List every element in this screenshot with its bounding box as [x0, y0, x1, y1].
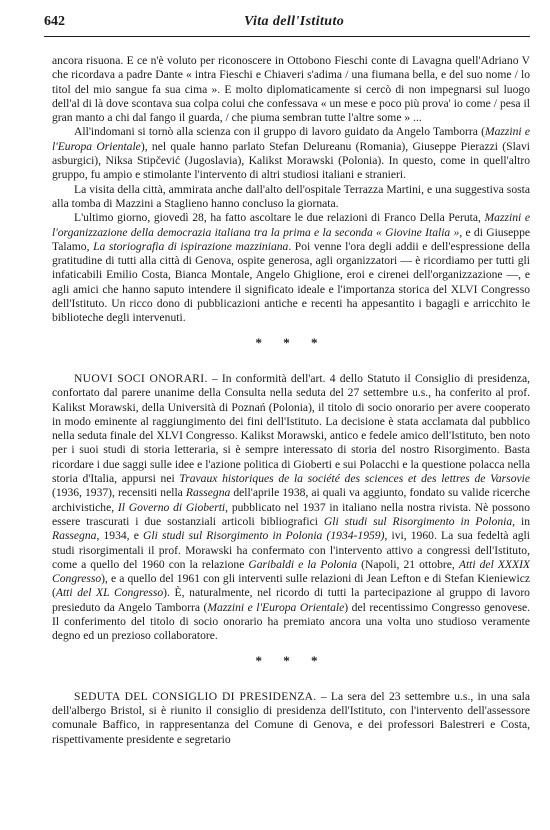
work-title: Gli studi sul Risorgimento in Polonia (1934-1959): [143, 529, 385, 543]
text-run: , 1934, e: [96, 529, 143, 543]
work-title: Mazzini e l'organizzazione della democrazia italiana tra la prima e la seconda « Giovine Italia »: [52, 211, 531, 239]
page-number: 642: [44, 14, 65, 29]
text-run: ), e a quello del 1961 con gli interventi sulle relazioni di Jean Lefton e di Stefan Kieniewicz (: [52, 572, 530, 600]
work-title: La storiografia di ispirazione mazziniana: [93, 239, 289, 253]
text-run: , e di Giuseppe Talamo,: [52, 225, 531, 253]
work-title: Rassegna: [52, 529, 97, 543]
text-run: , ivi, 1960. La sua fedeltà agli studi risorgimentali il prof. Morawski ha confermato con l'intervento attivo a congressi dell'Istituto, come a quello del 1960 con la relazione: [52, 529, 531, 571]
paragraph: [52, 211, 530, 325]
paragraph-text: La visita della città, ammirata anche dall'alto dell'ospitale Terrazza Martini, e una suggestiva sosta alla tomba di Mazzini a Staglieno hanno concluso la giornata.: [52, 182, 530, 210]
paragraph: [52, 125, 530, 182]
work-title: Il Governo di Gioberti: [117, 500, 226, 514]
work-title: Travaux historiques de la société des sciences et des lettres de Varsovie: [179, 472, 531, 486]
work-title: Mazzini e l'Europa Orientale: [52, 125, 530, 153]
text-run: ). È, naturalmente, nel ricordo di tutti la partecipazione al gruppo di lavoro presieduto da Angelo Tamborra (: [52, 586, 530, 614]
text-run: ) del recentissimo Congresso genovese. Il conferimento del titolo di socio onorario ha premiato ancora una volta uno studioso veramente degno ed un prezioso collaboratore.: [52, 600, 530, 643]
work-title: Atti del XXXIX Congresso: [52, 557, 531, 586]
paragraph-council-meeting: [52, 690, 530, 747]
work-title: Gli studi sul Risorgimento in Polonia: [323, 514, 513, 528]
text-run: ), nel quale hanno parlato Stefan Delureanu (Romania), Giuseppe Pierazzi (Slavi asburgici), Niksa Stipčević (Jugoslavia), Kalikst Morawski (Polonia). In questo, come in quell'altro gruppo, fu ampio e stimolante l'intervento di altri studiosi italiani e stranieri.: [52, 139, 530, 182]
work-title: Garibaldi e la Polonia: [248, 557, 358, 571]
text-run: dell'aprile 1938, ai quali va aggiunto, fondato su valide ricerche archivistiche,: [52, 486, 530, 514]
section-separator: * * *: [255, 652, 327, 668]
text-run: (1936, 1937), recensiti nella: [52, 486, 186, 500]
running-title: Vita dell'Istituto: [244, 14, 345, 29]
text-run: – La sera del 23 settembre u.s., in una sala dell'albergo Bristol, si è riunito il consiglio di presidenza dell'Istituto, con l'intervento dell'assessore comunale Baffico, in rappresentanza del Comune di Genova, e dei professori Balestreri e Costa, rispettivamente presidente e segretario: [52, 689, 530, 746]
paragraph: [52, 54, 530, 125]
paragraph: [52, 183, 530, 212]
work-title: Atti del XL Congresso: [55, 586, 164, 600]
work-title: Mazzini e l'Europa Orientale: [207, 600, 345, 614]
page-header: [44, 12, 530, 37]
section-separator: * * *: [255, 334, 327, 350]
work-title: Rassegna: [185, 486, 231, 500]
body-text: [52, 54, 530, 747]
text-run: (Napoli, 21 ottobre,: [357, 557, 459, 571]
paragraph-text: ancora risuona. E ce n'è voluto per riconoscere in Ottobono Fieschi conte di Lavagna quell'Adriano V che ricordava a padre Dante « intra Fieschi e Chiaveri s'adima / una fiumana bella, e del suo nome / lo titol del mio sangue fa sua cima ». E molto diplomaticamente si cercò di non impegnarsi sul luogo dell'al di là dove scontava sua colpa colui che confessava « un mese e poco più prova' io come / pesa il gran manto a chi dal fango il guarda, / che piuma sembran tutte l'altre some » ...: [52, 54, 530, 125]
text-run: All'indomani si tornò alla scienza con il gruppo di lavoro guidato da Angelo Tamborra (: [74, 125, 485, 139]
text-run: L'ultimo giorno, giovedì 28, ha fatto ascoltare le due relazioni di Franco Della Peruta,: [74, 211, 485, 225]
paragraph-new-honorary-members: [52, 372, 530, 644]
section-title: NUOVI SOCI ONORARI.: [74, 371, 208, 385]
text-run: , in: [512, 514, 530, 528]
text-run: – In conformità dell'art. 4 dello Statuto il Consiglio di presidenza, confortato dal parere unanime della Consulta nella seduta del 27 settembre u.s., ha conferito al prof. Kalikst Morawski, della Università di Poznań (Polonia), il titolo di socio onorario per avere cooperato in modo eminente al raggiungimento dei fini dell'Istituto. La decisione è stata acclamata dal pubblico nella seduta finale del XLVI Congresso. Kalikst Morawski, antico e fedele amico dell'Istituto, ben noto per i suoi studi di storia letteraria, si è sempre interessato di storia del nostro Risorgimento. Basta ricordare i due saggi sulle idee e l'azione politica di Gioberti e sui Polacchi e la questione polacca nella storia d'Italia, appursi nei: [52, 371, 530, 486]
text-run: . Poi venne l'ora degli addii e dell'espressione della gratitudine di tutti alla città di Genova, ospite generosa, agli organizzatori — è ricordiamo per tutti gli infaticabili Emilio Costa, Bianca Montale, Angelo Ghiglione, eroi e cirenei dell'organizzazione —, e agli amici che hanno saputo intendere il significato ideale e l'importanza storica del XLVI Congresso dell'Istituto. Un ricco dono di pubblicazioni antiche e recenti ha appesantito i bagagli e arricchito le biblioteche degli intervenuti.: [52, 239, 530, 325]
section-title: SEDUTA DEL CONSIGLIO DI PRESIDENZA.: [74, 689, 317, 703]
text-run: , pubblicato nel 1937 in italiano nella nostra rivista. Nè possono essere trascurati i due sostanziali articoli bibliografici: [52, 500, 531, 528]
